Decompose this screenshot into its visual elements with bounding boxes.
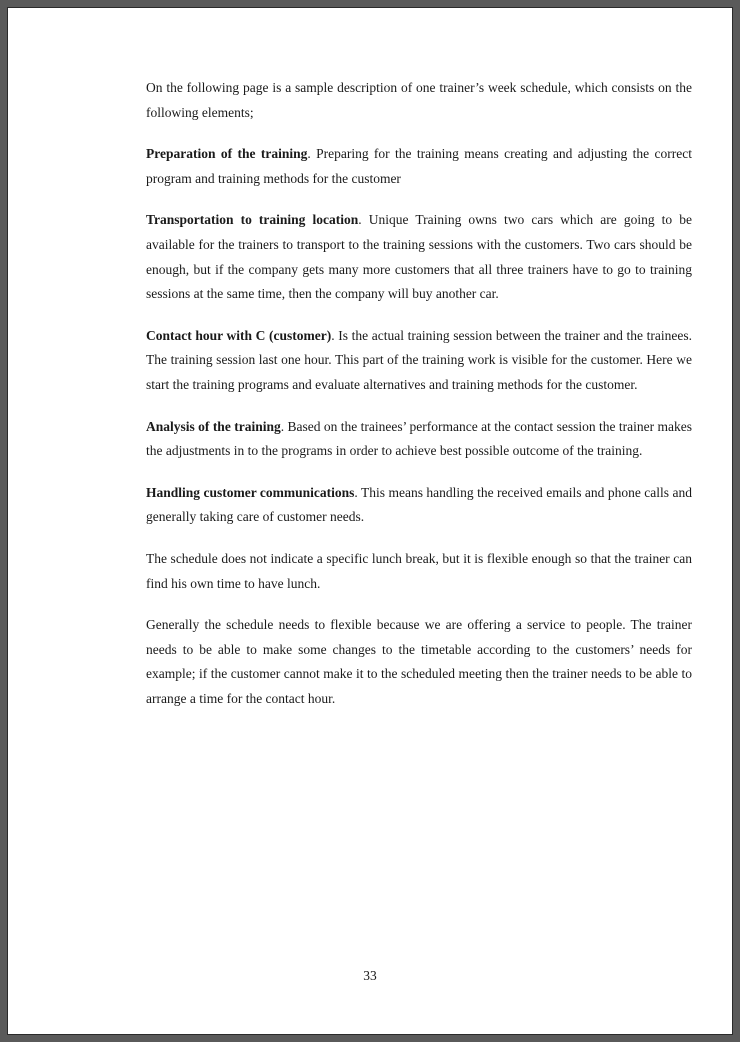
page-number: 33 xyxy=(363,968,377,983)
section-analysis xyxy=(146,415,692,464)
closing-paragraph-lunch: The schedule does not indicate a specific lunch break, but it is flexible enough so that the trainer can find his own time to have lunch. xyxy=(146,550,692,591)
section-text: . Unique Training owns two cars which are going to be available for the trainers to transport to the training sessions with the customers. Two cars should be enough, but if the company gets many more customers that all three trainers have to go to training sessions at the same time, then the company will buy another car. xyxy=(146,212,692,302)
section-heading: Preparation of the training xyxy=(146,146,308,162)
page-content xyxy=(146,76,692,728)
section-heading: Contact hour with C (customer) xyxy=(146,327,332,343)
closing-paragraph-flexibility: Generally the schedule needs to flexible because we are offering a service to people. The trainer needs to be able to make some changes to the timetable according to the customers’ needs for example; if the customer cannot make it to the scheduled meeting then the trainer needs to be able to arrange a time for the contact hour. xyxy=(146,617,692,706)
section-transportation xyxy=(146,208,692,306)
section-text: . This means handling the received emails and phone calls and generally taking care of customer needs. xyxy=(146,484,692,525)
section-text: . Is the actual training session between the trainer and the trainees. The training session last one hour. This part of the training work is visible for the customer. Here we start the training programs and evaluate alternatives and training methods for the customer. xyxy=(146,327,692,392)
section-contact-hour xyxy=(146,324,692,398)
document-page xyxy=(7,7,733,1035)
section-heading: Analysis of the training xyxy=(146,418,281,434)
section-text: . Preparing for the training means creating and adjusting the correct program and training methods for the customer xyxy=(146,146,692,186)
section-preparation xyxy=(146,142,692,191)
section-heading: Handling customer communications xyxy=(146,484,355,500)
intro-paragraph: On the following page is a sample description of one trainer’s week schedule, which consists on the following elements; xyxy=(146,80,692,120)
section-heading: Transportation to training location xyxy=(146,212,359,228)
section-communications xyxy=(146,481,692,530)
section-text: . Based on the trainees’ performance at the contact session the trainer makes the adjustments in to the programs in order to achieve best possible outcome of the training. xyxy=(146,418,692,459)
